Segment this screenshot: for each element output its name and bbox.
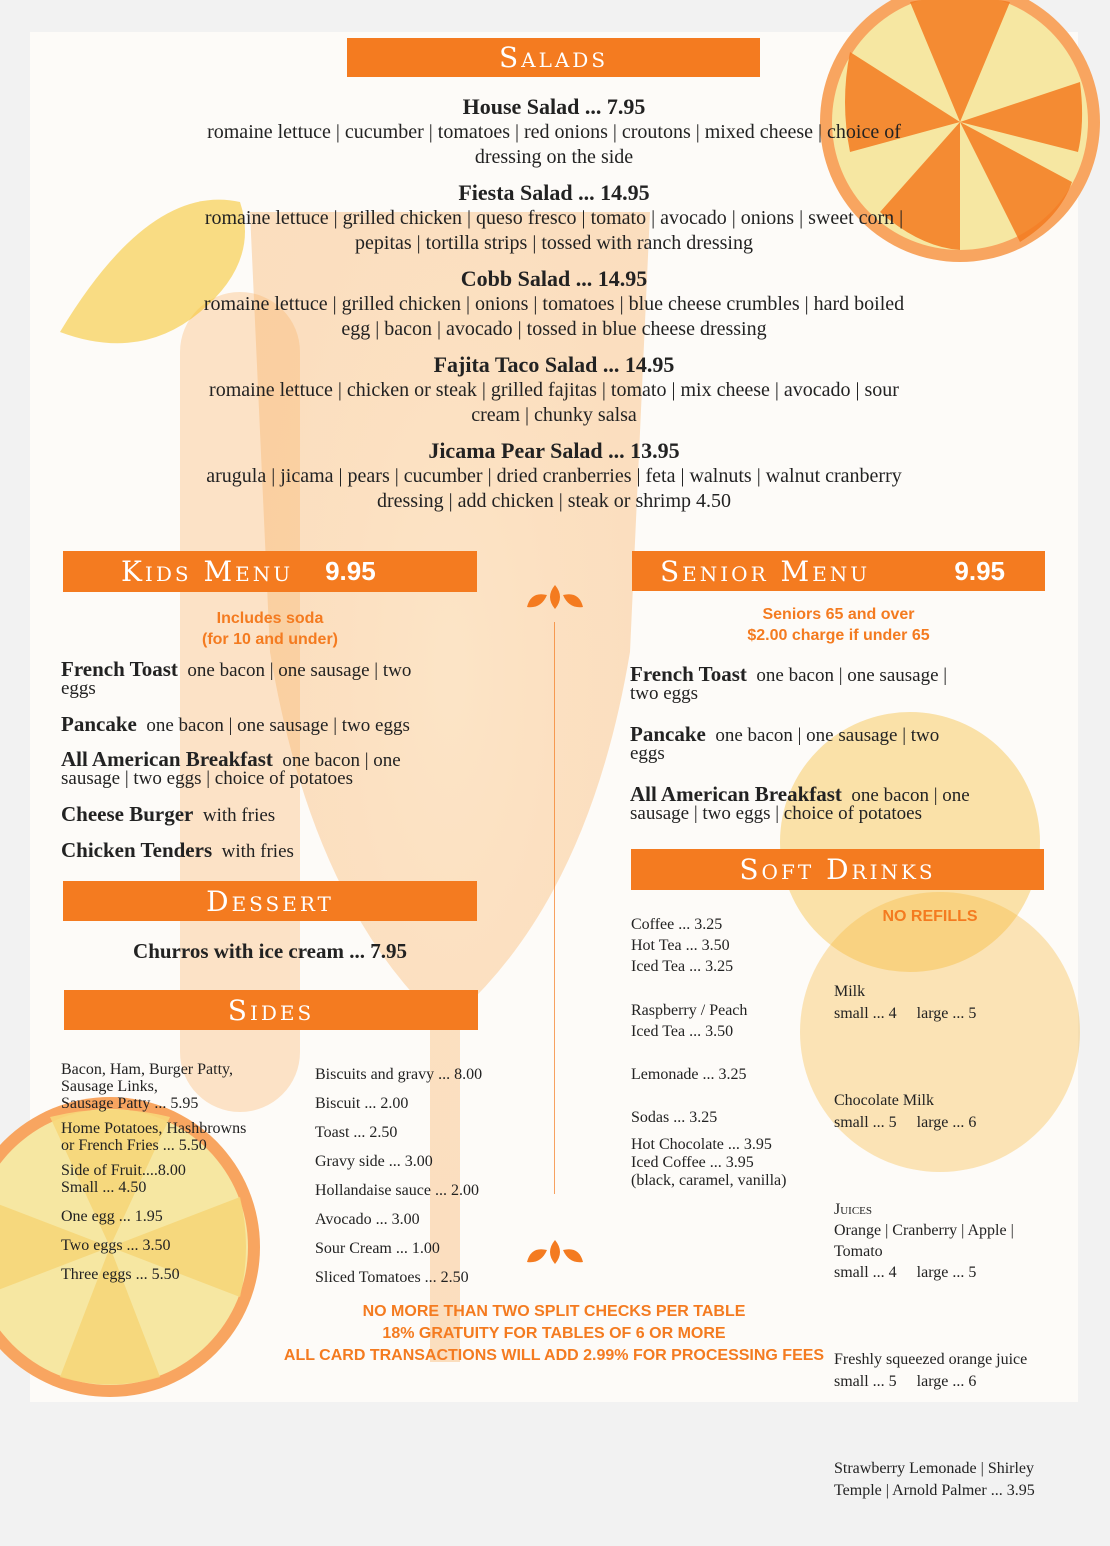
salad-desc: romaine lettuce | grilled chicken | queso fresco | tomato | avocado | onions | sweet corn | [204, 207, 904, 229]
side-line: Small ... 4.50 [61, 1179, 147, 1196]
salads-title: Salads [498, 41, 609, 74]
side-item: Hollandaise sauce ... 2.00 [315, 1182, 479, 1199]
salad-desc: cream | chunky salsa [471, 404, 637, 426]
kids-item [61, 747, 481, 789]
side-line: Two eggs ... 3.50 [61, 1237, 171, 1254]
senior-menu-price: 9.95 [954, 555, 1005, 586]
drink-line: Orange | Cranberry | Apple | [834, 1222, 1014, 1239]
flourish-top-icon [525, 577, 585, 617]
sides-banner [64, 990, 478, 1030]
drink-group [834, 1199, 1074, 1283]
drink-line: small ... 4 large ... 5 [834, 1005, 977, 1022]
senior-note [632, 604, 1045, 646]
kids-item [61, 657, 481, 699]
salad-item [130, 180, 978, 256]
salad-item [130, 438, 978, 514]
kids-item [61, 838, 481, 862]
side-item: Sour Cream ... 1.00 [315, 1240, 440, 1257]
drink-group [631, 1064, 831, 1085]
drink-group [834, 981, 1074, 1025]
drink-group [631, 1136, 831, 1190]
salad-desc: egg | bacon | avocado | tossed in blue cheese dressing [341, 318, 767, 340]
salad-desc: dressing on the side [474, 146, 634, 168]
drink-line: Raspberry / Peach [631, 1002, 748, 1019]
side-item: Avocado ... 3.00 [315, 1211, 420, 1228]
salad-desc: romaine lettuce | chicken or steak | grilled fajitas | tomato | mix cheese | avocado | sour [209, 379, 899, 401]
footer-line: NO MORE THAN TWO SPLIT CHECKS PER TABLE [362, 1303, 746, 1320]
side-item [61, 1120, 301, 1154]
item-desc: one bacon | one [851, 785, 970, 806]
drink-line: Juices [834, 1201, 873, 1218]
item-name: Pancake [61, 712, 137, 736]
salad-name: House Salad ... 7.95 [462, 94, 646, 119]
side-line: Sausage Links, [61, 1078, 158, 1095]
drink-line: Hot Chocolate ... 3.95 [631, 1136, 772, 1153]
side-item: Biscuit ... 2.00 [315, 1095, 409, 1112]
drink-line: Freshly squeezed orange juice [834, 1351, 1028, 1368]
side-item [61, 1061, 301, 1112]
kids-item [61, 802, 481, 826]
drink-line: small ... 5 large ... 6 [834, 1114, 977, 1131]
footer-notes [30, 1301, 1078, 1367]
drink-group [834, 1458, 1074, 1502]
side-item [61, 1237, 301, 1254]
salad-desc: arugula | jicama | pears | cucumber | dried cranberries | feta | walnuts | walnut cranberry [206, 465, 902, 487]
soft-drinks-title: Soft Drinks [739, 853, 936, 886]
item-name: All American Breakfast [61, 747, 273, 771]
senior-note-line: $2.00 charge if under 65 [747, 627, 930, 644]
kids-note-line: Includes soda [216, 610, 324, 627]
side-line: Three eggs ... 5.50 [61, 1266, 180, 1283]
senior-menu-banner [632, 551, 1045, 591]
item-desc: with fries [202, 805, 276, 826]
drink-line: Chocolate Milk [834, 1092, 934, 1109]
side-item: Biscuits and gravy ... 8.00 [315, 1066, 483, 1083]
senior-item [630, 662, 1030, 704]
item-desc: one bacon | one sausage | two eggs [146, 715, 410, 736]
salad-name: Fajita Taco Salad ... 14.95 [433, 352, 675, 377]
drink-line: Coffee ... 3.25 [631, 916, 723, 933]
side-line: Home Potatoes, Hashbrowns [61, 1120, 247, 1137]
drink-line: small ... 4 large ... 5 [834, 1264, 977, 1281]
salad-desc: pepitas | tortilla strips | tossed with ranch dressing [355, 232, 753, 254]
dessert-title: Dessert [206, 884, 334, 918]
item-desc: one bacon | one sausage | [756, 665, 948, 686]
side-item [61, 1208, 301, 1225]
kids-note-line: (for 10 and under) [201, 631, 338, 648]
kids-menu-price: 9.95 [325, 556, 376, 586]
salad-item [130, 94, 978, 170]
drink-line: Strawberry Lemonade | Shirley [834, 1460, 1035, 1477]
side-item: Toast ... 2.50 [315, 1124, 398, 1141]
dessert-banner [63, 881, 477, 921]
side-item [61, 1162, 301, 1196]
flourish-bottom-icon [525, 1232, 585, 1272]
salads-list [130, 94, 978, 514]
side-item: Gravy side ... 3.00 [315, 1153, 433, 1170]
item-name: French Toast [61, 657, 178, 681]
item-name: Cheese Burger [61, 802, 194, 826]
kids-menu-title: Kids Menu [121, 555, 294, 588]
item-desc: two eggs [630, 683, 699, 704]
center-divider [554, 622, 555, 1194]
drink-line: Iced Coffee ... 3.95 [631, 1154, 754, 1171]
drink-line: Milk [834, 983, 866, 1000]
kids-note [63, 608, 477, 650]
salad-item [130, 266, 978, 342]
menu-page [30, 32, 1078, 1499]
senior-menu-title: Senior Menu [660, 554, 871, 588]
salad-name: Jicama Pear Salad ... 13.95 [428, 438, 680, 463]
dessert-item: Churros with ice cream ... 7.95 [133, 939, 407, 963]
item-desc: one bacon | one [282, 750, 401, 771]
salad-name: Fiesta Salad ... 14.95 [458, 180, 650, 205]
drink-line: Iced Tea ... 3.50 [631, 1023, 734, 1040]
side-line: One egg ... 1.95 [61, 1208, 163, 1225]
soft-drinks-banner [631, 849, 1044, 890]
drink-line: Hot Tea ... 3.50 [631, 937, 730, 954]
salad-desc: romaine lettuce | grilled chicken | onions | tomatoes | blue cheese crumbles | hard boiled [203, 293, 905, 315]
no-refills-note: NO REFILLS [882, 908, 978, 925]
senior-note-line: Seniors 65 and over [762, 606, 915, 623]
drink-group [834, 1090, 1074, 1134]
side-item [61, 1266, 301, 1283]
item-desc: with fries [221, 841, 294, 862]
drink-line: Tomato [834, 1243, 883, 1260]
sides-left-group [61, 1061, 301, 1283]
drink-group [631, 1107, 831, 1128]
item-desc: sausage | two eggs | choice of potatoes [61, 768, 353, 789]
salad-item [130, 352, 978, 428]
item-desc: sausage | two eggs | choice of potatoes [630, 803, 922, 824]
drink-line: (black, caramel, vanilla) [631, 1172, 787, 1189]
side-item: Sliced Tomatoes ... 2.50 [315, 1269, 469, 1286]
salads-banner [347, 38, 760, 77]
drink-line: Lemonade ... 3.25 [631, 1066, 747, 1083]
item-desc: one bacon | one sausage | two [715, 725, 940, 746]
item-name: Chicken Tenders [61, 838, 213, 862]
sides-title: Sides [227, 993, 315, 1027]
footer-line: 18% GRATUITY FOR TABLES OF 6 OR MORE [382, 1325, 726, 1342]
salad-desc: romaine lettuce | cucumber | tomatoes | red onions | croutons | mixed cheese | choice of [207, 121, 901, 143]
senior-item [630, 722, 1030, 764]
drinks-left-group [631, 914, 831, 1190]
drink-group [631, 914, 831, 977]
side-line: Sausage Patty ... 5.95 [61, 1095, 199, 1112]
item-desc: one bacon | one sausage | two [187, 660, 412, 681]
item-name: Pancake [630, 722, 706, 746]
item-name: French Toast [630, 662, 747, 686]
item-name: All American Breakfast [630, 782, 842, 806]
side-line: Bacon, Ham, Burger Patty, [61, 1061, 233, 1078]
kids-item [61, 712, 481, 736]
salad-desc: dressing | add chicken | steak or shrimp 4.50 [376, 490, 732, 512]
side-line: Side of Fruit....8.00 [61, 1162, 186, 1179]
item-desc: eggs [61, 678, 96, 699]
senior-item [630, 782, 1030, 824]
footer-line: ALL CARD TRANSACTIONS WILL ADD 2.99% FOR PROCESSING FEES [283, 1347, 825, 1364]
salad-name: Cobb Salad ... 14.95 [460, 266, 648, 291]
item-desc: eggs [630, 743, 665, 764]
drink-line: Iced Tea ... 3.25 [631, 958, 734, 975]
drinks-right-group [834, 937, 1074, 1546]
drink-line: Temple | Arnold Palmer ... 3.95 [834, 1482, 1035, 1499]
sides-right-group [315, 1060, 525, 1292]
kids-menu-banner [63, 551, 477, 592]
drink-line: small ... 5 large ... 6 [834, 1373, 977, 1390]
drink-line: Sodas ... 3.25 [631, 1109, 718, 1126]
side-line: or French Fries ... 5.50 [61, 1137, 207, 1154]
drink-group [631, 1000, 831, 1042]
